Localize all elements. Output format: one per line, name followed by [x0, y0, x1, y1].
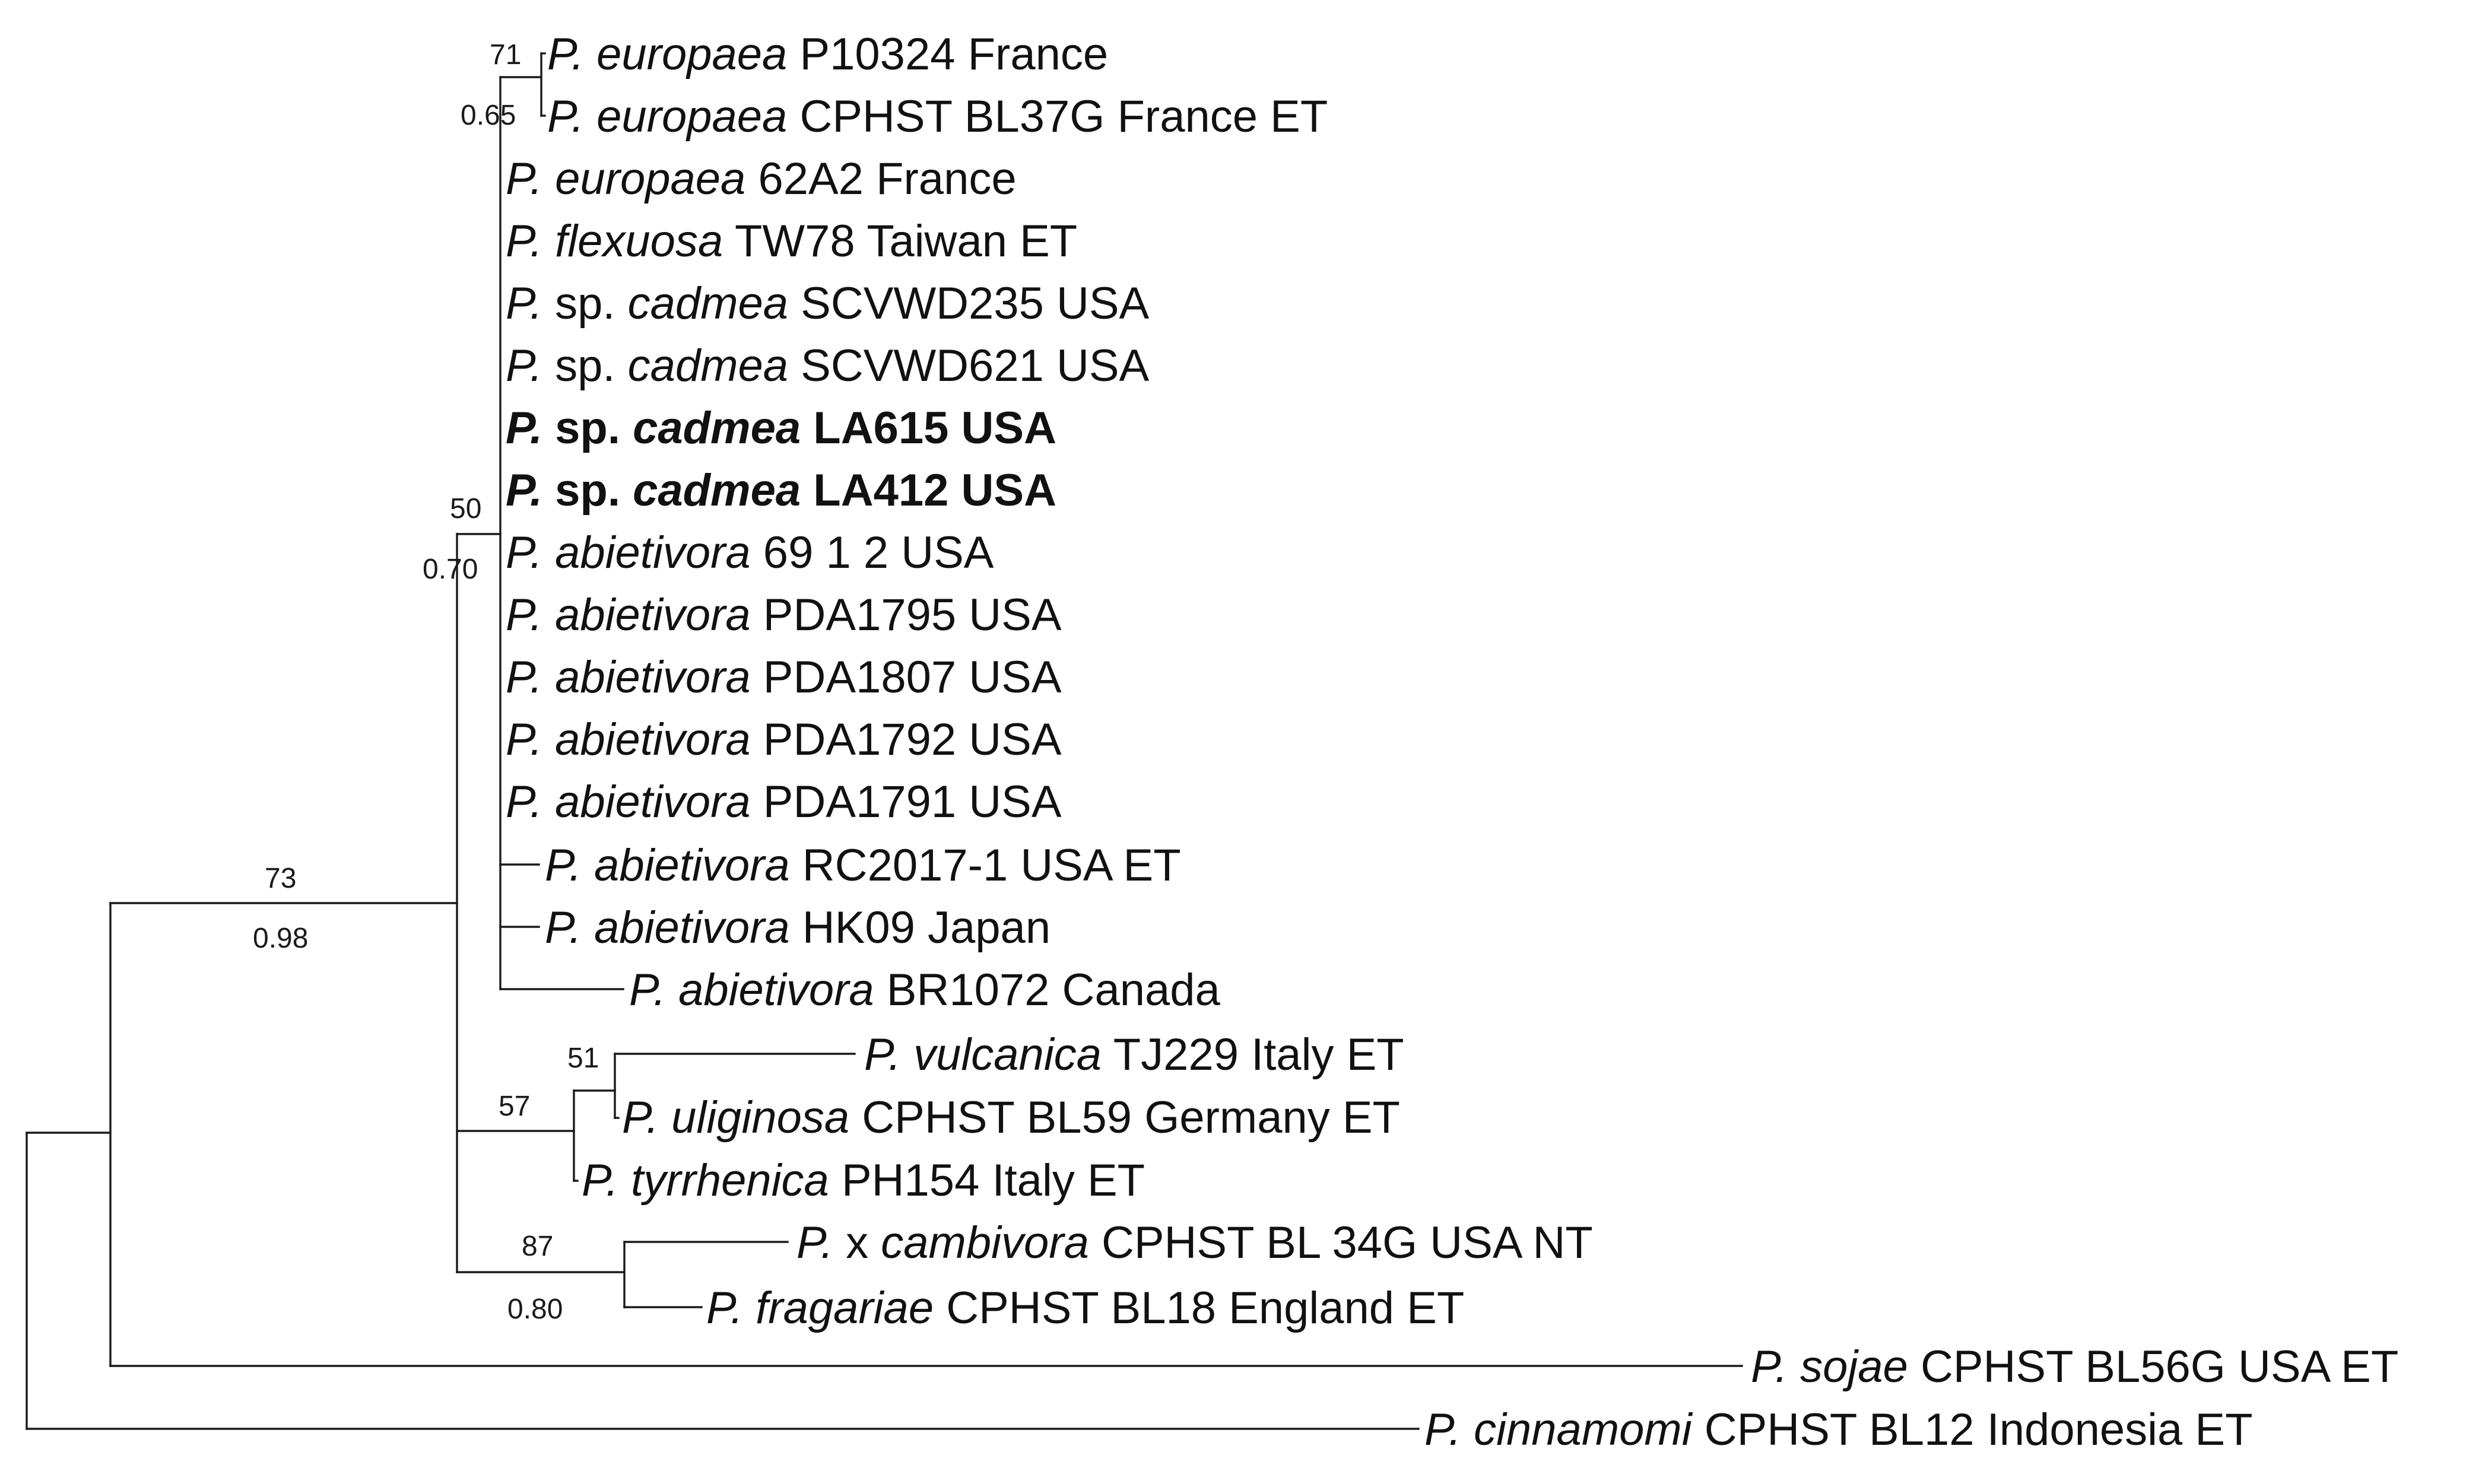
leaf-sojae-bl56g: P. sojae CPHST BL56G USA ET	[1751, 1342, 2399, 1392]
leaf-abietivora-pda1792: P. abietivora PDA1792 USA	[506, 714, 1062, 765]
leaf-abietivora-pda1795: P. abietivora PDA1795 USA	[506, 590, 1062, 640]
leaf-labels	[506, 29, 2398, 1455]
leaf-abietivora-pda1807: P. abietivora PDA1807 USA	[506, 652, 1062, 703]
support-vulcanica-tyrrhenica-bootstrap: 57	[499, 1091, 531, 1122]
leaf-cinnamomi-bl12: P. cinnamomi CPHST BL12 Indonesia ET	[1424, 1404, 2253, 1455]
support-cambivora-fragariae-bootstrap: 87	[522, 1231, 554, 1262]
leaf-tyrrhenica-ph154: P. tyrrhenica PH154 Italy ET	[582, 1155, 1145, 1206]
leaf-abietivora-br1072: P. abietivora BR1072 Canada	[629, 965, 1220, 1015]
leaf-abietivora-rc2017: P. abietivora RC2017-1 USA ET	[545, 840, 1181, 891]
leaf-vulcanica-tj229: P. vulcanica TJ229 Italy ET	[864, 1029, 1404, 1080]
leaf-abietivora-pda1791: P. abietivora PDA1791 USA	[506, 777, 1062, 827]
leaf-fragariae-bl18: P. fragariae CPHST BL18 England ET	[706, 1283, 1465, 1333]
support-vulcanica-uliginosa-bootstrap: 51	[567, 1043, 599, 1074]
leaf-cadmea-la615: P. sp. cadmea LA615 USA	[506, 403, 1056, 453]
leaf-europaea-p10324: P. europaea P10324 France	[547, 29, 1109, 80]
support-europaea-pair-posterior: 0.65	[461, 100, 516, 131]
support-abietivora-clade-posterior: 0.70	[423, 554, 478, 585]
leaf-cadmea-la412: P. sp. cadmea LA412 USA	[506, 465, 1056, 516]
leaf-abietivora-hk09: P. abietivora HK09 Japan	[545, 903, 1051, 953]
leaf-europaea-62a2: P. europaea 62A2 France	[506, 154, 1017, 204]
support-ingroup-posterior: 0.98	[253, 923, 309, 954]
leaf-flexuosa-tw78: P. flexuosa TW78 Taiwan ET	[506, 216, 1078, 266]
support-ingroup-bootstrap: 73	[265, 863, 297, 894]
support-cambivora-fragariae-posterior: 0.80	[507, 1294, 563, 1325]
support-abietivora-clade-bootstrap: 50	[450, 493, 482, 525]
leaf-cadmea-scvwd235: P. sp. cadmea SCVWD235 USA	[506, 278, 1150, 329]
leaf-abietivora-6912: P. abietivora 69 1 2 USA	[506, 527, 994, 578]
leaf-uliginosa-bl59: P. uliginosa CPHST BL59 Germany ET	[622, 1092, 1400, 1143]
support-europaea-pair-bootstrap: 71	[490, 39, 522, 71]
leaf-cambivora-bl34g: P. x cambivora CPHST BL 34G USA NT	[796, 1218, 1593, 1268]
leaf-europaea-bl37g: P. europaea CPHST BL37G France ET	[547, 91, 1328, 142]
leaf-cadmea-scvwd621: P. sp. cadmea SCVWD621 USA	[506, 341, 1150, 391]
